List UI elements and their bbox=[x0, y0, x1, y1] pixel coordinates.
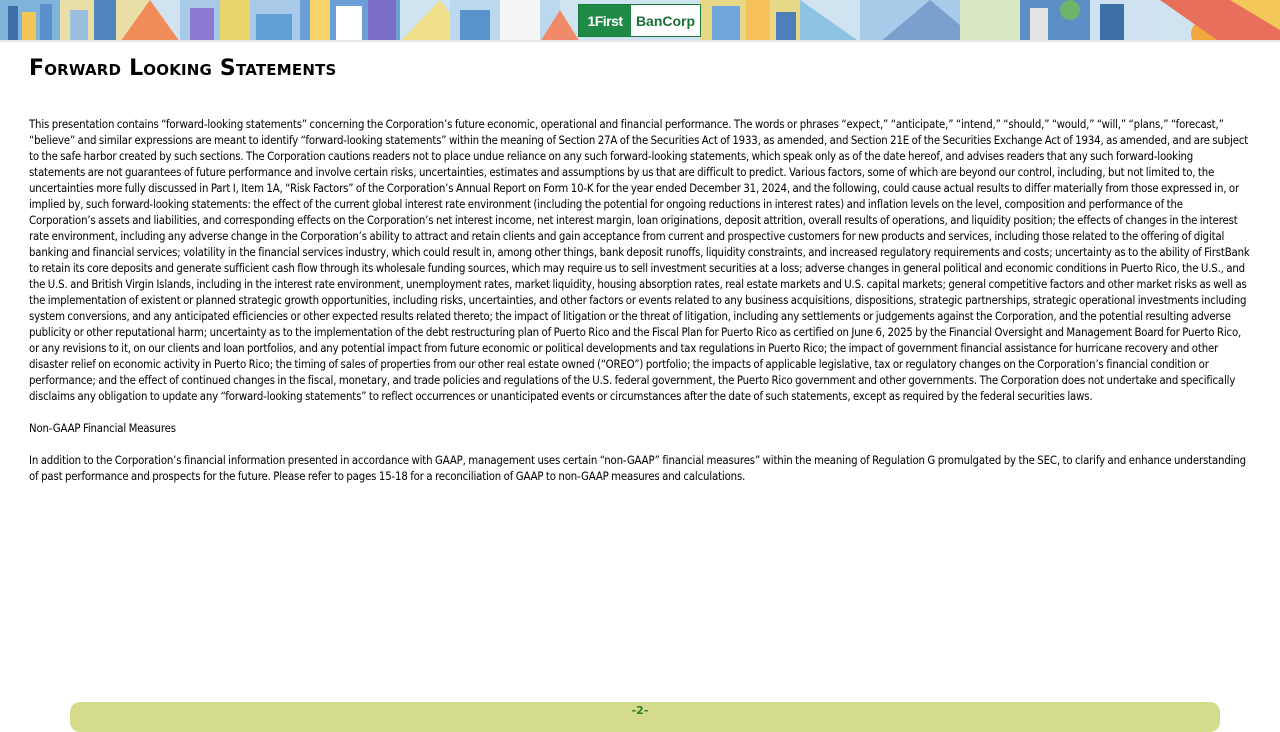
logo-mark: 1First bbox=[579, 5, 631, 36]
statement-body bbox=[29, 117, 1251, 501]
non-gaap-paragraph: In addition to the Corporation’s financial information presented in accordance with GAAP, management uses certain “non-GAAP” financial measures” within the meaning of Regulation G promulgated by the SEC, to clarify and enhance understanding of past performance and prospects for the future. Please refer to pages 15-18 for a reconciliation of GAAP to non-GAAP measures and calculations. bbox=[29, 454, 1246, 483]
forward-looking-paragraph: This presentation contains “forward-looking statements” concerning the Corporation’s future economic, operational and financial performance. The words or phrases “expect,” “anticipate,” “intend,” “should,” “would,” “will,” “plans,” “forecast,” “believe” and similar expressions are meant to identify “forward-looking statements” within the meaning of Section 27A of the Securities Act of 1933, as amended, and Section 21E of the Securities Exchange Act of 1934, as amended, and are subject to the safe harbor created by such sections. The Corporation cautions readers not to place undue reliance on any such forward-looking statements, which speak only as of the date hereof, and advises readers that any such forward-looking statements are not guarantees of future performance and involve certain risks, uncertainties, estimates and assumptions by us that are difficult to predict. Various factors, some of which are beyond our control, including, but not limited to, the uncertainties more fully discussed in Part I, Item 1A, “Risk Factors” of the Corporation’s Annual Report on Form 10-K for the year ended December 31, 2024, and the following, could cause actual results to differ materially from those expressed in, or implied by, such forward-looking statements: the effect of the current global interest rate environment (including the potential for ongoing reductions in interest rates) and inflation levels on the level, composition and performance of the Corporation’s assets and liabilities, and corresponding effects on the Corporation’s net interest income, net interest margin, loan originations, deposit attrition, overall results of operations, and liquidity position; the effects of changes in the interest rate environment, including any adverse change in the Corporation’s ability to attract and retain clients and gain acceptance from current and prospective customers for new products and services, including those related to the offering of digital banking and financial services; volatility in the financial services industry, which could result in, among other things, bank deposit runoffs, liquidity constraints, and increased regulatory requirements and costs; uncertainty as to the ability of FirstBank to retain its core deposits and generate sufficient cash flow through its wholesale funding sources, which may require us to sell investment securities at a loss; adverse changes in general political and economic conditions in Puerto Rico, the U.S., and the U.S. and British Virgin Islands, including in the interest rate environment, unemployment rates, market liquidity, housing absorption rates, real estate markets and U.S. capital markets; general competitive factors and other market risks as well as the implementation of existent or planned strategic growth opportunities, including risks, uncertainties, and other factors or events related to any business acquisitions, dispositions, strategic partnerships, strategic operational investments including system conversions, and any anticipated efficiencies or other expected results related thereto; the impact of litigation or the threat of litigation, including any settlements or judgements against the Corporation, and the potential resulting adverse publicity or other reputational harm; uncertainty as to the implementation of the debt restructuring plan of Puerto Rico and the Fiscal Plan for Puerto Rico as certified on June 6, 2025 by the Financial Oversight and Management Board for Puerto Rico, or any revisions to it, on our clients and loan portfolios, and any potential impact from future economic or political developments and tax regulations in Puerto Rico; the impact of government financial assistance for hurricane recovery and other disaster relief on economic activity in Puerto Rico; the timing of sales of properties from our other real estate owned (“OREO”) portfolio; the impacts of applicable legislative, tax or regulatory changes on the Corporation’s financial condition or performance; and the effect of continued changes in the fiscal, monetary, and trade policies and regulations of the U.S. federal government, the Puerto Rico government and other governments. The Corporation does not undertake and specifically disclaims any obligation to update any “forward-looking statements” to reflect occurrences or unanticipated events or circumstances after the date of such statements, except as required by the federal securities laws. bbox=[29, 118, 1250, 403]
header-banner bbox=[0, 0, 1280, 42]
page-title: Forward Looking Statements bbox=[29, 56, 337, 81]
page-number: -2- bbox=[631, 704, 649, 717]
non-gaap-heading: Non-GAAP Financial Measures bbox=[29, 422, 176, 435]
logo-text: BanCorp bbox=[635, 12, 696, 29]
company-logo bbox=[578, 4, 701, 37]
